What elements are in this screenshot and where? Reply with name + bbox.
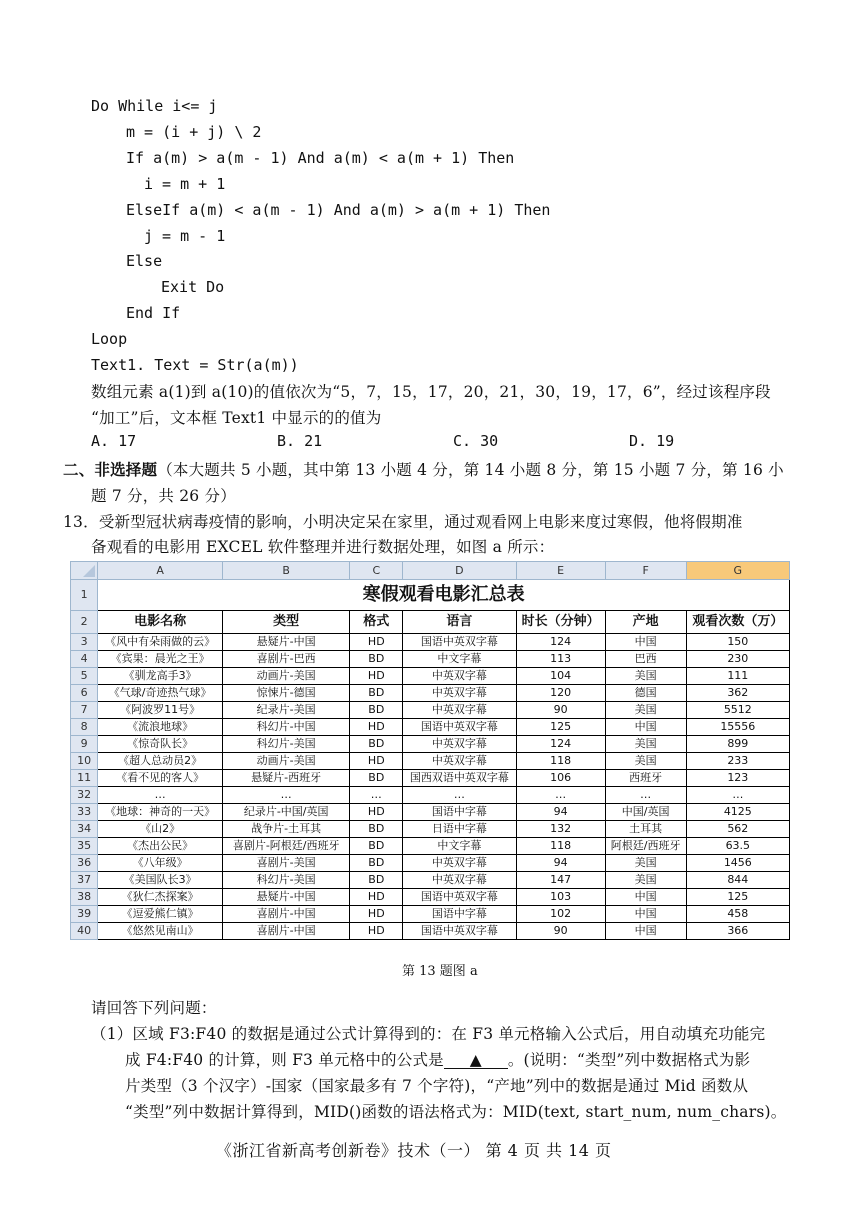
header-cell[interactable]: 观看次数（万） — [686, 611, 789, 634]
sub-question-1-text: 成 F4:F40 的计算，则 F3 单元格中的公式是 — [125, 1051, 444, 1069]
table-cell[interactable]: 《美国队长3》 — [98, 872, 223, 889]
table-cell[interactable]: 纪录片-美国 — [222, 702, 350, 719]
table-cell[interactable]: 111 — [686, 668, 789, 685]
header-cell[interactable]: 类型 — [222, 611, 350, 634]
header-cell[interactable]: 产地 — [605, 611, 686, 634]
row-header[interactable]: 8 — [71, 719, 98, 736]
question-text: 数组元素 a(1)到 a(10)的值依次为“5，7，15，17，20，21，30，19，17，6”，经过该程序段 — [91, 383, 771, 401]
table-cell[interactable]: 366 — [686, 923, 789, 940]
table-cell[interactable]: BD — [350, 685, 403, 702]
answer-intro: 请回答下列问题： — [91, 999, 217, 1017]
table-cell[interactable]: HD — [350, 889, 403, 906]
table-cell[interactable]: 《风中有朵雨做的云》 — [98, 634, 223, 651]
row-header[interactable]: 34 — [71, 821, 98, 838]
table-cell[interactable]: 103 — [516, 889, 605, 906]
row-header[interactable]: 40 — [71, 923, 98, 940]
section-note-cont: 题 7 分，共 26 分） — [91, 487, 236, 505]
table-row — [71, 821, 790, 838]
option-b: B. 21 — [277, 432, 323, 450]
table-cell[interactable]: 中英双字幕 — [403, 702, 516, 719]
code-line: Do While i<= j — [91, 97, 218, 115]
table-cell[interactable]: 123 — [686, 770, 789, 787]
table-cell[interactable]: 科幻片-美国 — [222, 872, 350, 889]
table-cell[interactable]: 124 — [516, 736, 605, 753]
table-cell[interactable]: 中文字幕 — [403, 651, 516, 668]
table-cell[interactable]: 《流浪地球》 — [98, 719, 223, 736]
table-cell[interactable]: HD — [350, 804, 403, 821]
table-row — [71, 804, 790, 821]
table-cell[interactable]: HD — [350, 719, 403, 736]
table-cell[interactable]: HD — [350, 923, 403, 940]
section-note: （本大题共 5 小题，其中第 13 小题 4 分，第 14 小题 8 分，第 15 小题 7 分，第 16 小 — [157, 461, 784, 479]
code-line: ElseIf a(m) < a(m - 1) And a(m) > a(m + 1) Then — [126, 201, 551, 219]
table-cell[interactable]: BD — [350, 702, 403, 719]
page-footer: 《浙江省新高考创新卷》技术（一） 第 4 页 共 14 页 — [216, 1141, 612, 1160]
sheet-title[interactable]: 寒假观看电影汇总表 — [98, 580, 790, 611]
table-cell[interactable]: 1456 — [686, 855, 789, 872]
table-cell[interactable]: 125 — [516, 719, 605, 736]
table-cell[interactable]: 《驯龙高手3》 — [98, 668, 223, 685]
row-header[interactable]: 2 — [71, 611, 98, 634]
table-cell[interactable]: 15556 — [686, 719, 789, 736]
table-cell[interactable]: 899 — [686, 736, 789, 753]
answer-blank[interactable]: ▲ — [444, 1052, 508, 1069]
table-cell[interactable]: 118 — [516, 753, 605, 770]
table-row — [71, 736, 790, 753]
table-cell[interactable]: 动画片-美国 — [222, 753, 350, 770]
table-cell[interactable]: 《看不见的客人》 — [98, 770, 223, 787]
q13-text: 13．受新型冠状病毒疫情的影响，小明决定呆在家里，通过观看网上电影来度过寒假，他将假期准 — [63, 513, 743, 531]
table-cell[interactable]: HD — [350, 753, 403, 770]
table-cell[interactable]: 中国 — [605, 906, 686, 923]
table-cell[interactable]: 《惊奇队长》 — [98, 736, 223, 753]
table-cell[interactable]: BD — [350, 872, 403, 889]
table-cell[interactable]: 4125 — [686, 804, 789, 821]
table-cell[interactable]: 《山2》 — [98, 821, 223, 838]
table-cell[interactable]: 113 — [516, 651, 605, 668]
row-header[interactable]: 35 — [71, 838, 98, 855]
table-cell[interactable]: HD — [350, 634, 403, 651]
table-cell[interactable]: 104 — [516, 668, 605, 685]
table-cell[interactable]: 147 — [516, 872, 605, 889]
table-cell[interactable]: 118 — [516, 838, 605, 855]
table-cell[interactable]: 中英双字幕 — [403, 736, 516, 753]
table-row — [71, 889, 790, 906]
sub-question-1-text: 。(说明：“类型”列中数据格式为影 — [507, 1051, 751, 1069]
table-cell[interactable]: 喜剧片-中国 — [222, 923, 350, 940]
table-row — [71, 872, 790, 889]
table-cell[interactable]: HD — [350, 906, 403, 923]
option-d: D. 19 — [629, 432, 675, 450]
table-cell[interactable]: 阿根廷/西班牙 — [605, 838, 686, 855]
row-header[interactable]: 3 — [71, 634, 98, 651]
table-cell[interactable]: 120 — [516, 685, 605, 702]
table-cell[interactable]: 《悠然见南山》 — [98, 923, 223, 940]
table-cell[interactable]: BD — [350, 855, 403, 872]
table-cell[interactable]: BD — [350, 651, 403, 668]
table-cell[interactable]: 《狄仁杰探案》 — [98, 889, 223, 906]
table-cell[interactable]: 《地球：神奇的一天》 — [98, 804, 223, 821]
table-cell[interactable]: 中文字幕 — [403, 838, 516, 855]
row-header[interactable]: 39 — [71, 906, 98, 923]
table-row — [71, 787, 790, 804]
table-cell[interactable]: 90 — [516, 702, 605, 719]
table-cell[interactable]: 美国 — [605, 736, 686, 753]
table-cell[interactable]: 土耳其 — [605, 821, 686, 838]
table-cell[interactable]: 5512 — [686, 702, 789, 719]
table-cell[interactable]: 日语中字幕 — [403, 821, 516, 838]
table-cell[interactable]: 中英双字幕 — [403, 668, 516, 685]
code-line: Exit Do — [161, 278, 225, 296]
sub-question-1-line4: “类型”列中数据计算得到，MID()函数的语法格式为：MID(text, start_num, num_chars)。 — [125, 1103, 787, 1121]
table-row — [71, 770, 790, 787]
table-row — [71, 668, 790, 685]
table-cell[interactable]: 233 — [686, 753, 789, 770]
column-header-c[interactable]: C — [350, 562, 403, 580]
table-cell[interactable]: 中英双字幕 — [403, 753, 516, 770]
column-header-d[interactable]: D — [403, 562, 516, 580]
row-header[interactable]: 1 — [71, 580, 98, 611]
table-cell[interactable]: 国语中英双字幕 — [403, 889, 516, 906]
table-cell[interactable]: … — [350, 787, 403, 804]
table-cell[interactable]: 63.5 — [686, 838, 789, 855]
row-header[interactable]: 5 — [71, 668, 98, 685]
q13-text: 备观看的电影用 EXCEL 软件整理并进行数据处理，如图 a 所示： — [91, 538, 555, 556]
option-c: C. 30 — [453, 432, 499, 450]
table-cell[interactable]: … — [605, 787, 686, 804]
select-all-corner[interactable] — [71, 562, 98, 580]
table-cell[interactable]: 悬疑片-中国 — [222, 889, 350, 906]
column-header-b[interactable]: B — [222, 562, 350, 580]
table-cell[interactable]: 中英双字幕 — [403, 685, 516, 702]
table-cell[interactable]: … — [403, 787, 516, 804]
table-row — [71, 838, 790, 855]
table-cell[interactable]: 国语中英双字幕 — [403, 923, 516, 940]
table-cell[interactable]: 美国 — [605, 872, 686, 889]
table-cell[interactable]: 230 — [686, 651, 789, 668]
code-line: Text1. Text = Str(a(m)) — [91, 356, 299, 374]
table-cell[interactable]: 中国/英国 — [605, 804, 686, 821]
column-header-a[interactable]: A — [98, 562, 223, 580]
table-cell[interactable]: 惊悚片-德国 — [222, 685, 350, 702]
row-header[interactable]: 37 — [71, 872, 98, 889]
column-header-g[interactable]: G — [686, 562, 789, 580]
question-text: “加工”后，文本框 Text1 中显示的的值为 — [91, 409, 382, 427]
sub-question-1: （1）区域 F3:F40 的数据是通过公式计算得到的：在 F3 单元格输入公式后，用自动填充功能完 — [91, 1025, 766, 1043]
table-cell[interactable]: 中英双字幕 — [403, 872, 516, 889]
table-cell[interactable]: 362 — [686, 685, 789, 702]
table-cell[interactable]: 中国 — [605, 634, 686, 651]
table-cell[interactable]: 美国 — [605, 702, 686, 719]
table-cell[interactable]: 科幻片-中国 — [222, 719, 350, 736]
table-cell[interactable]: 中国 — [605, 889, 686, 906]
table-cell[interactable]: BD — [350, 838, 403, 855]
table-cell[interactable]: 美国 — [605, 855, 686, 872]
table-cell[interactable]: 《超人总动员2》 — [98, 753, 223, 770]
table-row — [71, 634, 790, 651]
header-row — [71, 611, 790, 634]
section-heading — [63, 458, 784, 480]
table-cell[interactable]: 844 — [686, 872, 789, 889]
table-cell[interactable]: 战争片-土耳其 — [222, 821, 350, 838]
table-row — [71, 702, 790, 719]
table-cell[interactable]: 132 — [516, 821, 605, 838]
row-header[interactable]: 9 — [71, 736, 98, 753]
column-header-row — [71, 562, 790, 580]
table-cell[interactable]: 《阿波罗11号》 — [98, 702, 223, 719]
table-cell[interactable]: HD — [350, 668, 403, 685]
sub-question-1-line2 — [125, 1048, 750, 1070]
table-cell[interactable]: 150 — [686, 634, 789, 651]
table-cell[interactable]: 纪录片-中国/英国 — [222, 804, 350, 821]
table-cell[interactable]: … — [516, 787, 605, 804]
row-header[interactable]: 11 — [71, 770, 98, 787]
header-cell[interactable]: 格式 — [350, 611, 403, 634]
table-cell[interactable]: 94 — [516, 804, 605, 821]
title-row — [71, 580, 790, 611]
row-header[interactable]: 33 — [71, 804, 98, 821]
table-row — [71, 685, 790, 702]
code-line: Else — [126, 252, 163, 270]
row-header[interactable]: 6 — [71, 685, 98, 702]
row-header[interactable]: 32 — [71, 787, 98, 804]
row-header[interactable]: 4 — [71, 651, 98, 668]
code-line: i = m + 1 — [144, 175, 226, 193]
table-cell[interactable]: 90 — [516, 923, 605, 940]
table-cell[interactable]: 动画片-美国 — [222, 668, 350, 685]
table-cell[interactable]: 国语中字幕 — [403, 804, 516, 821]
table-cell[interactable]: 《逗爱熊仁镇》 — [98, 906, 223, 923]
option-a: A. 17 — [91, 432, 137, 450]
table-cell[interactable]: 中国 — [605, 923, 686, 940]
table-cell[interactable]: 国语中字幕 — [403, 906, 516, 923]
table-cell[interactable]: 悬疑片-西班牙 — [222, 770, 350, 787]
table-row — [71, 753, 790, 770]
table-cell[interactable]: … — [98, 787, 223, 804]
table-row — [71, 923, 790, 940]
row-header[interactable]: 38 — [71, 889, 98, 906]
sub-question-1-line3: 片类型（3 个汉字）-国家（国家最多有 7 个字符)，“产地”列中的数据是通过 Mid 函数从 — [125, 1077, 749, 1095]
table-cell[interactable]: BD — [350, 821, 403, 838]
table-cell[interactable]: 国语中英双字幕 — [403, 634, 516, 651]
code-line: m = (i + j) \ 2 — [126, 123, 262, 141]
table-cell[interactable]: 科幻片-美国 — [222, 736, 350, 753]
table-cell[interactable]: 《杰出公民》 — [98, 838, 223, 855]
column-header-f[interactable]: F — [605, 562, 686, 580]
table-cell[interactable]: 102 — [516, 906, 605, 923]
table-row — [71, 906, 790, 923]
table-row — [71, 651, 790, 668]
header-cell[interactable]: 语言 — [403, 611, 516, 634]
table-cell[interactable]: 美国 — [605, 668, 686, 685]
code-line: If a(m) > a(m - 1) And a(m) < a(m + 1) Then — [126, 149, 515, 167]
table-cell[interactable]: 悬疑片-中国 — [222, 634, 350, 651]
table-cell[interactable]: 562 — [686, 821, 789, 838]
column-header-e[interactable]: E — [516, 562, 605, 580]
figure-caption: 第 13 题图 a — [402, 964, 478, 979]
table-cell[interactable]: 西班牙 — [605, 770, 686, 787]
table-cell[interactable]: BD — [350, 770, 403, 787]
table-row — [71, 719, 790, 736]
table-cell[interactable]: … — [686, 787, 789, 804]
table-cell[interactable]: 巴西 — [605, 651, 686, 668]
table-cell[interactable]: 中国 — [605, 719, 686, 736]
table-cell[interactable]: 国语中英双字幕 — [403, 719, 516, 736]
table-cell[interactable]: 106 — [516, 770, 605, 787]
row-header[interactable]: 36 — [71, 855, 98, 872]
table-cell[interactable]: 国西双语中英双字幕 — [403, 770, 516, 787]
table-cell[interactable]: 德国 — [605, 685, 686, 702]
table-cell[interactable]: 喜剧片-巴西 — [222, 651, 350, 668]
code-line: End If — [126, 304, 181, 322]
table-cell[interactable]: 125 — [686, 889, 789, 906]
section-title: 二、非选择题 — [63, 460, 158, 479]
code-line: j = m - 1 — [144, 227, 226, 245]
row-header[interactable]: 10 — [71, 753, 98, 770]
table-cell[interactable]: 中英双字幕 — [403, 855, 516, 872]
table-cell[interactable]: 458 — [686, 906, 789, 923]
table-cell[interactable]: 124 — [516, 634, 605, 651]
table-cell[interactable]: … — [222, 787, 350, 804]
row-header[interactable]: 7 — [71, 702, 98, 719]
table-cell[interactable]: 94 — [516, 855, 605, 872]
table-cell[interactable]: 《八年级》 — [98, 855, 223, 872]
header-cell[interactable]: 电影名称 — [98, 611, 223, 634]
table-cell[interactable]: 喜剧片-阿根廷/西班牙 — [222, 838, 350, 855]
table-cell[interactable]: BD — [350, 736, 403, 753]
table-row — [71, 855, 790, 872]
spreadsheet — [70, 561, 790, 940]
header-cell[interactable]: 时长（分钟） — [516, 611, 605, 634]
code-line: Loop — [91, 330, 128, 348]
table-cell[interactable]: 喜剧片-美国 — [222, 855, 350, 872]
table-cell[interactable]: 《气球/奇迹热气球》 — [98, 685, 223, 702]
table-cell[interactable]: 《宾果：晨光之王》 — [98, 651, 223, 668]
table-cell[interactable]: 美国 — [605, 753, 686, 770]
table-cell[interactable]: 喜剧片-中国 — [222, 906, 350, 923]
